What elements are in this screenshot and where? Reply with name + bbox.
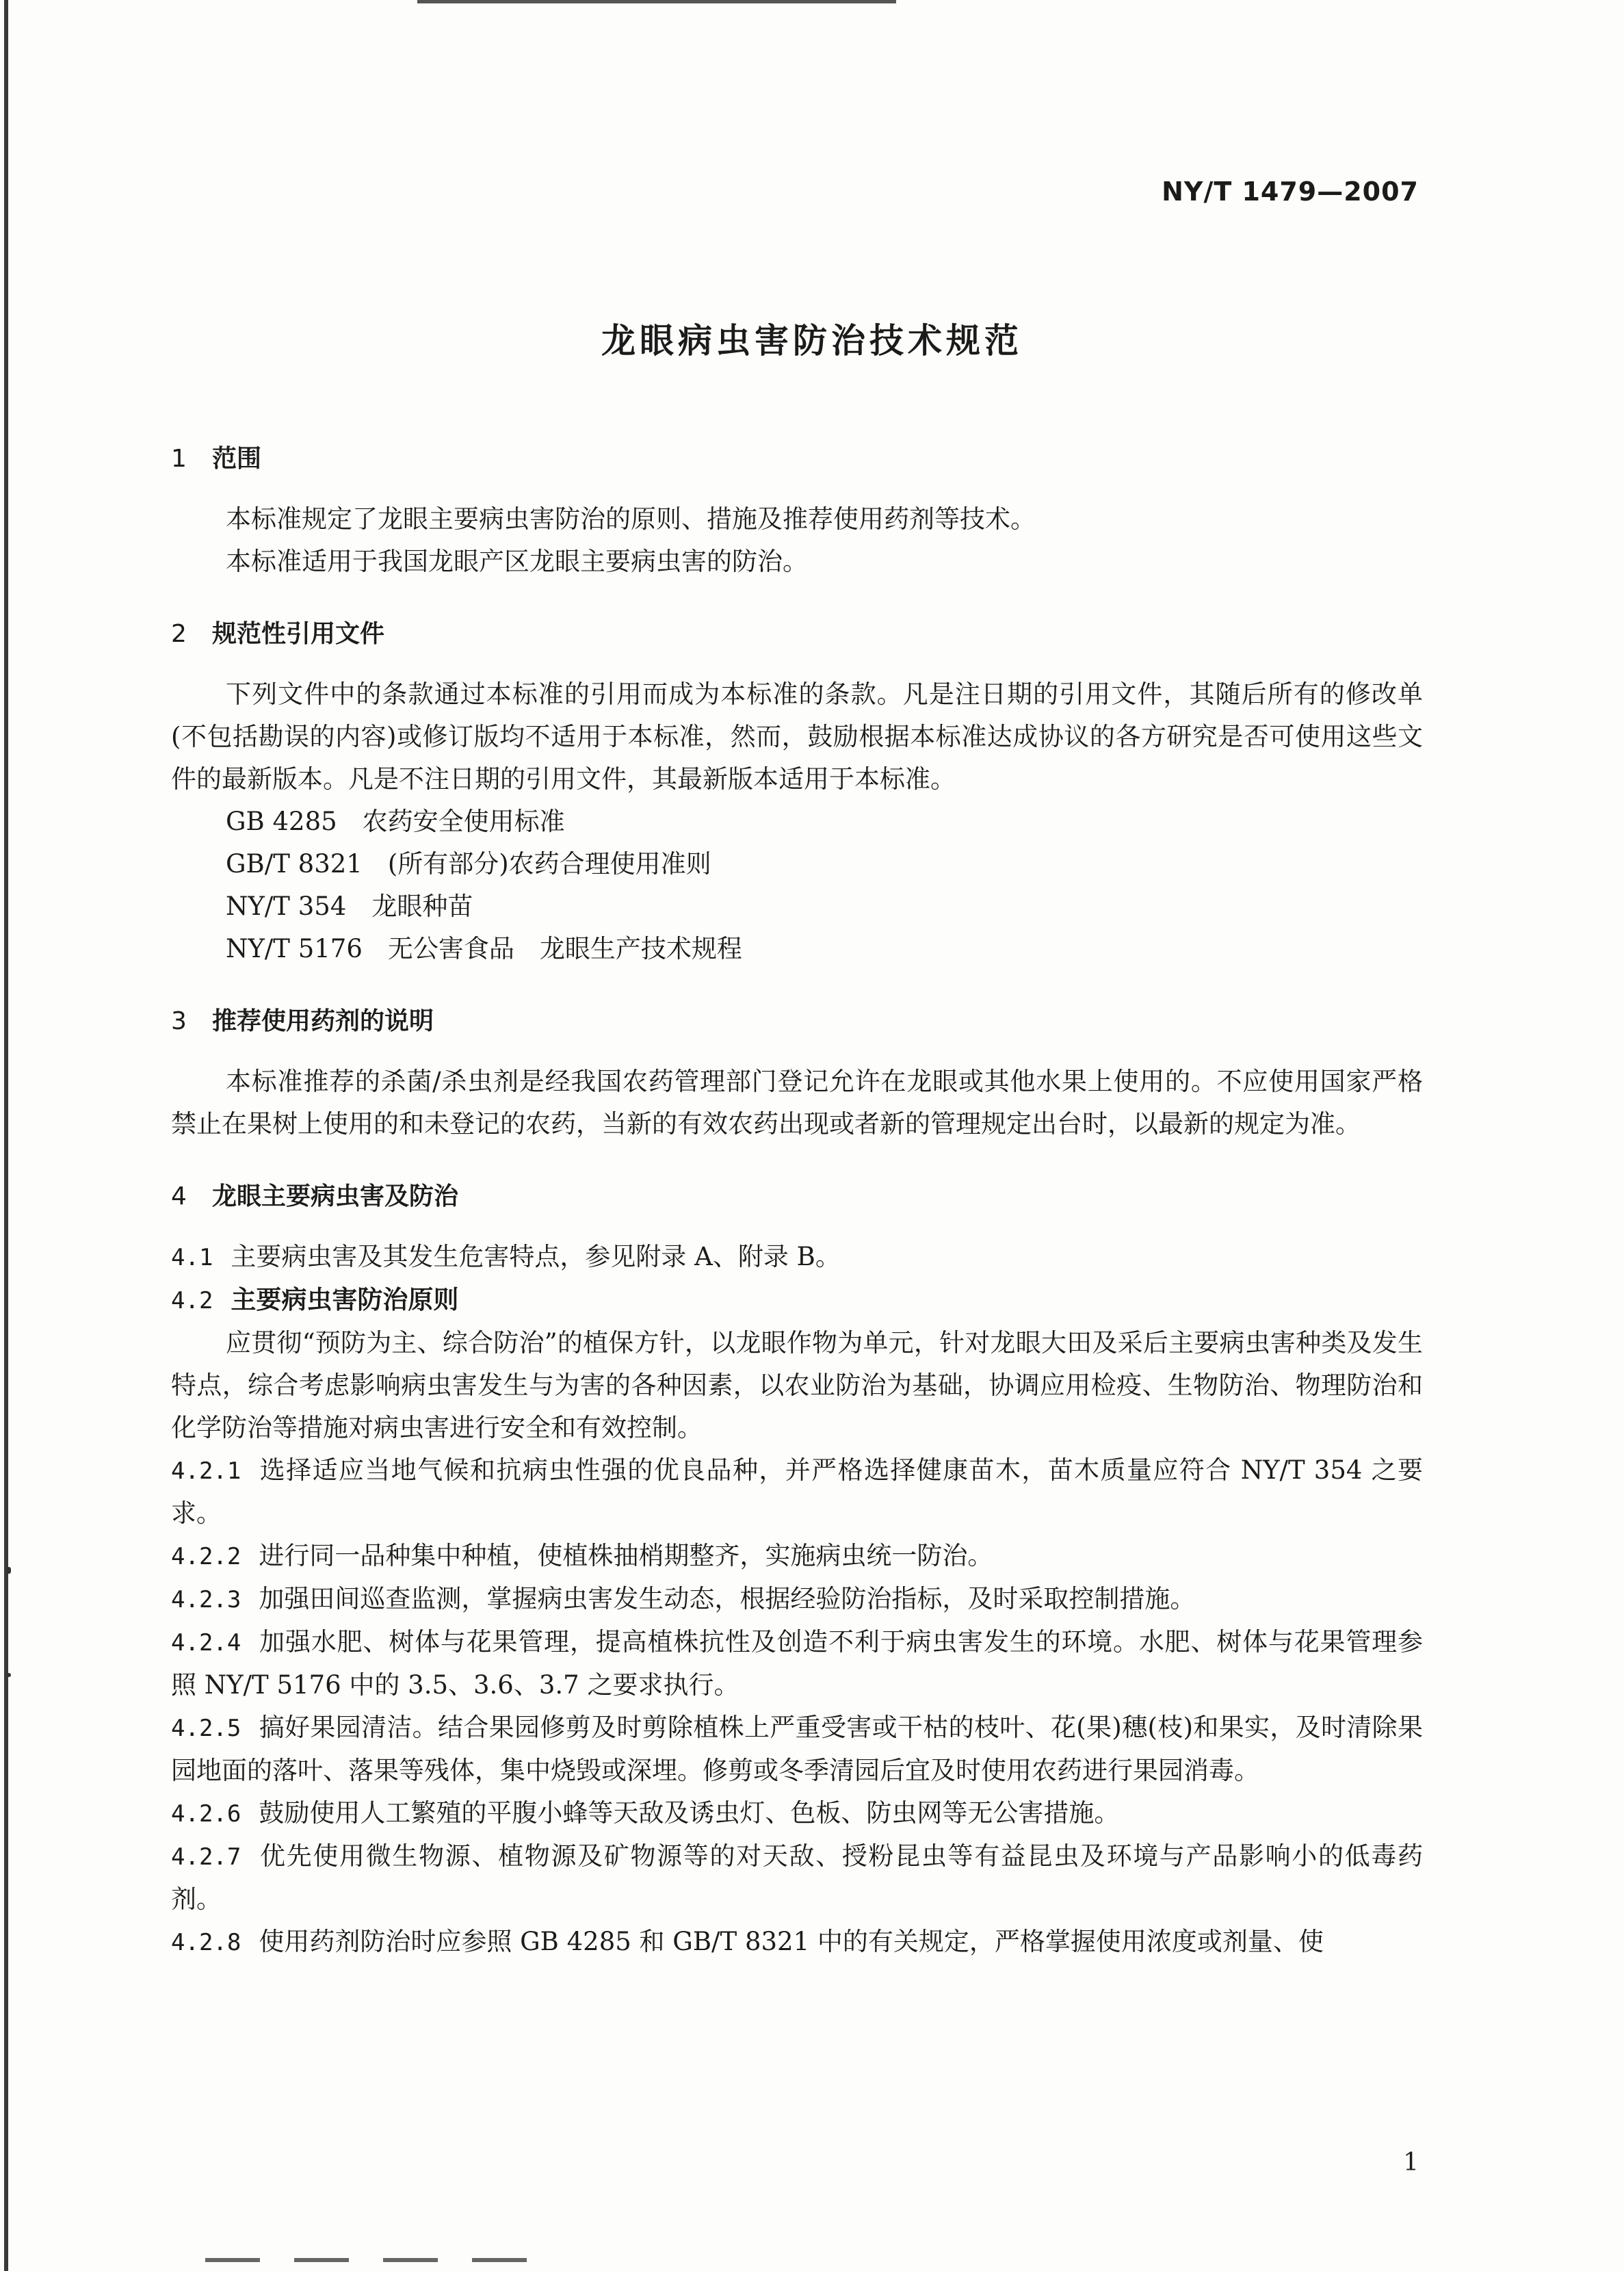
clause-number: 4.2.8 — [171, 1929, 241, 1956]
clause-number: 4.2 — [171, 1287, 213, 1314]
section-heading — [171, 1000, 1423, 1043]
reference-item: NY/T 354 龙眼种苗 — [226, 892, 473, 921]
clause-number: 4.2.2 — [171, 1543, 241, 1570]
clause-text: 主要病虫害及其发生危害特点，参见附录 A、附录 B。 — [231, 1242, 841, 1271]
clause-text: 加强水肥、树体与花果管理，提高植株抗性及创造不利于病虫害发生的环境。水肥、树体与花果管理参照 NY/T 5176 中的 3.5、3.6、3.7 之要求执行。 — [171, 1627, 1423, 1700]
scan-dot — [7, 1567, 11, 1574]
paragraph: 本标准推荐的杀菌/杀虫剂是经我国农药管理部门登记允许在龙眼或其他水果上使用的。不应使用国家严格禁止在果树上使用的和未登记的农药，当新的有效农药出现或者新的管理规定出台时，以最新的规定为准。 — [171, 1067, 1423, 1139]
clause-number: 4.2.4 — [171, 1629, 241, 1657]
clause-item — [171, 1792, 1423, 1835]
clause-text: 进行同一品种集中种植，使植株抽梢期整齐，实施病虫统一防治。 — [259, 1541, 993, 1570]
document-body — [171, 438, 1423, 1964]
section-title: 范围 — [212, 445, 262, 473]
clause-text: 加强田间巡查监测，掌握病虫害发生动态，根据经验防治指标，及时采取控制措施。 — [259, 1584, 1196, 1613]
clause-text: 选择适应当地气候和抗病虫性强的优良品种，并严格选择健康苗木，苗木质量应符合 NY/T 354 之要求。 — [171, 1455, 1423, 1528]
clause-number: 4.1 — [171, 1244, 213, 1271]
clause-item — [171, 1578, 1423, 1621]
section-title: 规范性引用文件 — [212, 620, 385, 648]
section-number: 3 — [171, 1007, 187, 1035]
section-number: 4 — [171, 1182, 187, 1210]
clause-text: 鼓励使用人工繁殖的平腹小蜂等天敌及诱虫灯、色板、防虫网等无公害措施。 — [259, 1798, 1120, 1828]
clause-text: 搞好果园清洁。结合果园修剪及时剪除植株上严重受害或干枯的枝叶、花(果)穗(枝)和果实，及时清除果园地面的落叶、落果等残体，集中烧毁或深埋。修剪或冬季清园后宜及时使用农药进行果园消毒。 — [171, 1713, 1423, 1785]
section-number: 2 — [171, 620, 187, 648]
paragraph: 应贯彻“预防为主、综合防治”的植保方针，以龙眼作物为单元，针对龙眼大田及采后主要病虫害种类及发生特点，综合考虑影响病虫害发生与为害的各种因素，以农业防治为基础，协调应用检疫、生物防治、物理防治和化学防治等措施对病虫害进行安全和有效控制。 — [171, 1328, 1423, 1442]
clause-number: 4.2.7 — [171, 1843, 241, 1871]
section-title: 龙眼主要病虫害及防治 — [212, 1182, 459, 1210]
scan-bottom-marks — [205, 2258, 547, 2262]
paragraph: 本标准规定了龙眼主要病虫害防治的原则、措施及推荐使用药剂等技术。 — [226, 504, 1036, 534]
reference-item: GB/T 8321 (所有部分)农药合理使用准则 — [226, 849, 711, 879]
clause-number: 4.2.6 — [171, 1800, 241, 1828]
clause-item — [171, 1535, 1423, 1578]
paragraph: 本标准适用于我国龙眼产区龙眼主要病虫害的防治。 — [226, 547, 808, 576]
clause-item — [171, 1236, 1423, 1279]
section-heading — [171, 1176, 1423, 1218]
section-heading — [171, 613, 1423, 656]
clause-item — [171, 1835, 1423, 1921]
section-number: 1 — [171, 445, 187, 473]
clause-item — [171, 1621, 1423, 1707]
document-number: NY/T 1479—2007 — [1162, 177, 1419, 207]
reference-item: NY/T 5176 无公害食品 龙眼生产技术规程 — [226, 934, 742, 963]
clause-text: 使用药剂防治时应参照 GB 4285 和 GB/T 8321 中的有关规定，严格掌握使用浓度或剂量、使 — [259, 1927, 1324, 1956]
subsection-title: 主要病虫害防治原则 — [231, 1285, 459, 1314]
scan-top-line — [417, 0, 896, 3]
scan-dot — [7, 1673, 11, 1677]
reference-item: GB 4285 农药安全使用标准 — [226, 807, 565, 836]
clause-text: 优先使用微生物源、植物源及矿物源等的对天敌、授粉昆虫等有益昆虫及环境与产品影响小的低毒药剂。 — [171, 1841, 1423, 1914]
section-heading — [171, 438, 1423, 480]
page-number: 1 — [1403, 2149, 1419, 2177]
clause-item — [171, 1921, 1423, 1964]
section-title: 推荐使用药剂的说明 — [212, 1007, 434, 1035]
subsection-heading — [171, 1279, 1423, 1322]
clause-item — [171, 1707, 1423, 1792]
clause-number: 4.2.1 — [171, 1457, 241, 1485]
paragraph: 下列文件中的条款通过本标准的引用而成为本标准的条款。凡是注日期的引用文件，其随后所有的修改单(不包括勘误的内容)或修订版均不适用于本标准，然而，鼓励根据本标准达成协议的各方研究是否可使用这些文件的最新版本。凡是不注日期的引用文件，其最新版本适用于本标准。 — [171, 679, 1423, 794]
document-title: 龙眼病虫害防治技术规范 — [601, 321, 1023, 361]
clause-number: 4.2.5 — [171, 1715, 241, 1742]
clause-number: 4.2.3 — [171, 1586, 241, 1613]
clause-item — [171, 1449, 1423, 1535]
